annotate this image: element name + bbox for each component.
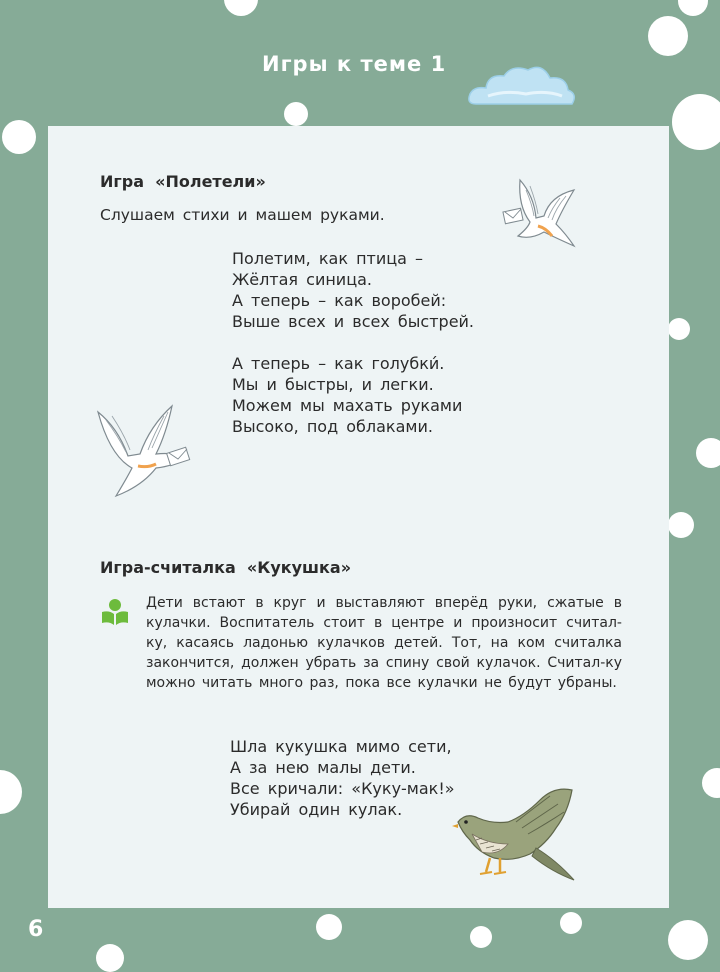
game1-poem	[232, 248, 474, 458]
game2-title-name: «Кукушка»	[246, 558, 352, 577]
content-panel	[48, 126, 669, 908]
dove-illustration	[500, 176, 582, 256]
decor-bubble	[672, 94, 720, 150]
poem-line: Все кричали: «Куку-мак!»	[230, 779, 455, 798]
cuckoo-illustration	[452, 782, 578, 886]
poem-line: А теперь – как воробей:	[232, 291, 447, 310]
decor-bubble	[224, 0, 258, 16]
poem-line: Высоко, под облаками.	[232, 417, 433, 436]
poem-line: Жёлтая синица.	[232, 270, 372, 289]
game1-intro: Слушаем стихи и машем руками.	[100, 206, 385, 224]
game1-title-name: «Полетели»	[155, 172, 266, 191]
poem-stanza	[232, 353, 474, 437]
game2-title-prefix: Игра-считалка	[100, 558, 236, 577]
game2-title	[100, 558, 351, 577]
decor-bubble	[2, 120, 36, 154]
cloud-illustration	[466, 60, 578, 110]
dove-illustration	[94, 404, 198, 500]
poem-line: А за нею малы дети.	[230, 758, 416, 777]
decor-bubble	[560, 912, 582, 934]
decor-bubble	[702, 768, 720, 798]
poem-line: А теперь – как голубки́.	[232, 354, 445, 373]
decor-bubble	[668, 920, 708, 960]
decor-bubble	[648, 16, 688, 56]
decor-bubble	[668, 318, 690, 340]
page-number: 6	[28, 917, 44, 942]
decor-bubble	[696, 438, 720, 468]
decor-bubble	[284, 102, 308, 126]
game2-poem	[230, 736, 455, 820]
game2-description: Дети встают в круг и выставляют вперёд руки, сжатые в кулачки. Воспитатель стоит в центре и произносит считал-ку, касаясь ладонью кулачков детей. Тот, на ком считалка закончится, должен убрать за спину свой кулачок. Считал-ку можно читать много раз, пока все кулачки не будут убраны.	[146, 595, 622, 691]
decor-bubble	[668, 512, 694, 538]
poem-line: Шла кукушка мимо сети,	[230, 737, 452, 756]
poem-stanza	[232, 248, 474, 332]
page-title: Игры к теме 1	[262, 52, 447, 76]
game1-title-prefix: Игра	[100, 172, 144, 191]
book-icon	[100, 598, 130, 626]
poem-line: Мы и быстры, и легки.	[232, 375, 434, 394]
decor-bubble	[0, 770, 22, 814]
poem-line: Выше всех и всех быстрей.	[232, 312, 475, 331]
poem-line: Убирай один кулак.	[230, 800, 403, 819]
poem-line: Можем мы махать руками	[232, 396, 463, 415]
decor-bubble	[316, 914, 342, 940]
decor-bubble	[96, 944, 124, 972]
decor-bubble	[678, 0, 708, 16]
game1-title	[100, 172, 266, 191]
decor-bubble	[470, 926, 492, 948]
poem-line: Полетим, как птица –	[232, 249, 424, 268]
